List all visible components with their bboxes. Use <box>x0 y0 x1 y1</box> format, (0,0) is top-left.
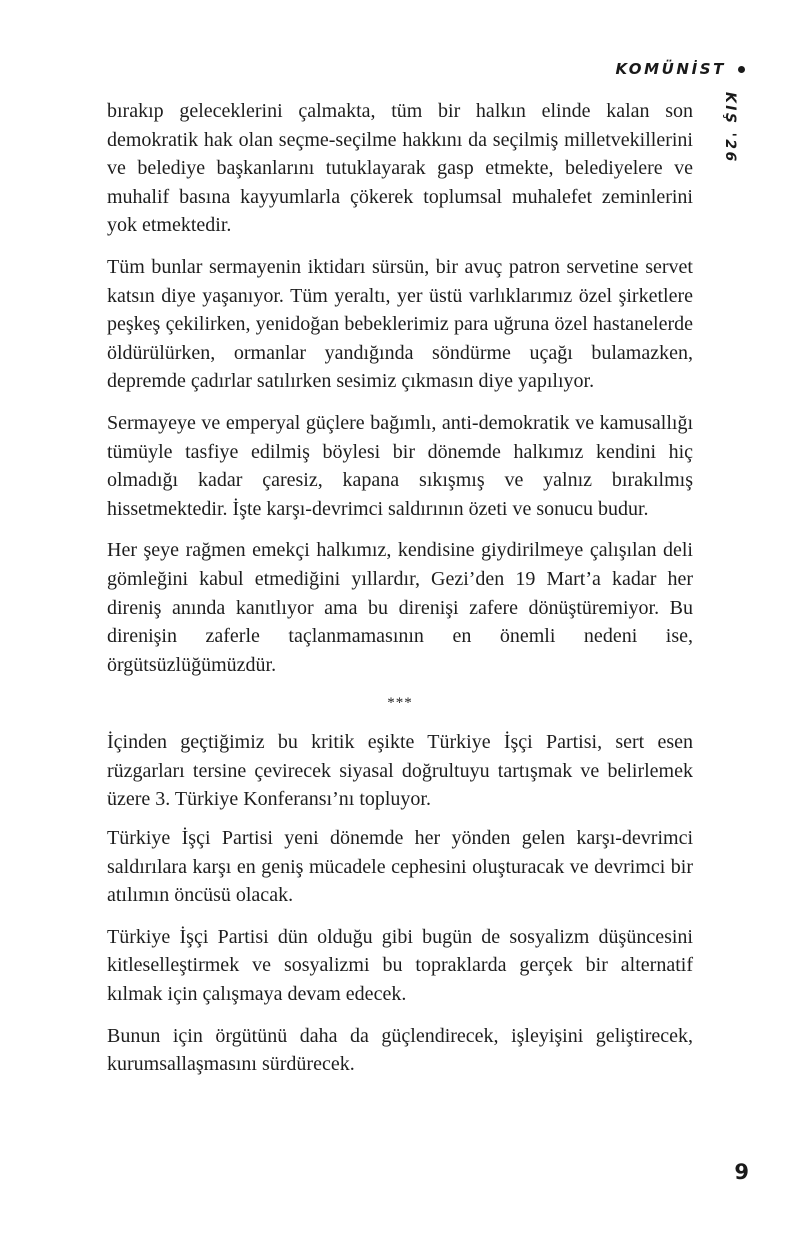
bullet-icon <box>738 66 745 73</box>
paragraph: Sermayeye ve emperyal güçlere bağımlı, anti-demokratik ve kamusallığı tümüyle tasfiye edilmiş böylesi bir dönemde halkımız kendini hiç olmadığı kadar çaresiz, kapana sıkışmış ve yalnız bırakılmış hissetmektedir. İşte karşı-devrimci saldırının özeti ve sonucu budur. <box>107 411 693 520</box>
paragraph: Bunun için örgütünü daha da güçlendirecek, işleyişini geliştirecek, kurumsallaşmasını sürdürecek. <box>107 1024 693 1076</box>
magazine-title: KOMÜNİST <box>615 60 726 78</box>
paragraph: Türkiye İşçi Partisi dün olduğu gibi bugün de sosyalizm düşüncesini kitleselleştirmek ve sosyalizmi bu topraklarda gerçek bir alternatif kılmak için çalışmaya devam edecek. <box>107 925 693 1006</box>
paragraph: Her şeye rağmen emekçi halkımız, kendisine giydirilmeye çalışılan deli gömleğini kabul etmediğini yıllardır, Gezi’den 19 Mart’a kadar her direniş anında kanıtlıyor ama bu direnişi zafere dönüştüremiyor. Bu direnişin zaferle taçlanmamasının en önemli nedeni ise, örgütsüzlüğümüzdür. <box>107 539 693 676</box>
running-header <box>616 60 746 78</box>
paragraph: İçinden geçtiğimiz bu kritik eşikte Türkiye İşçi Partisi, sert esen rüzgarları tersine çevirecek siyasal doğrultuyu tartışmak ve belirlemek üzere 3. Türkiye Konferansı’nı topluyor. <box>107 731 693 811</box>
page-number: 9 <box>734 1160 749 1184</box>
section-separator: *** <box>387 695 413 712</box>
article-body <box>107 97 693 1092</box>
paragraph: Türkiye İşçi Partisi yeni dönemde her yönden gelen karşı-devrimci saldırılara karşı en geniş mücadele cephesini oluşturacak ve devrimci bir atılımın öncüsü olacak. <box>107 827 693 907</box>
paragraph: bırakıp geleceklerini çalmakta, tüm bir halkın elinde kalan son demokratik hak olan seçme-seçilme hakkını da seçilmiş milletvekillerini ve belediye başkanlarını tutuklayarak gasp etmekte, belediyelere ve muhalif basına kayyumlarla çökerek toplumsal muhalefet zeminlerini yok etmektedir. <box>107 100 693 237</box>
issue-label: KIŞ '26 <box>722 92 738 164</box>
paragraph: Tüm bunlar sermayenin iktidarı sürsün, bir avuç patron servetine servet katsın diye yaşanıyor. Tüm yeraltı, yer üstü varlıklarımız özel şirketlere peşkeş çekilirken, yenidoğan bebeklerimiz para uğruna özel hastanelerde öldürülürken, ormanlar yandığında söndürme uçağı bulamazken, depremde çadırlar satılırken sesimiz çıkmasın diye yapılıyor. <box>107 255 693 393</box>
